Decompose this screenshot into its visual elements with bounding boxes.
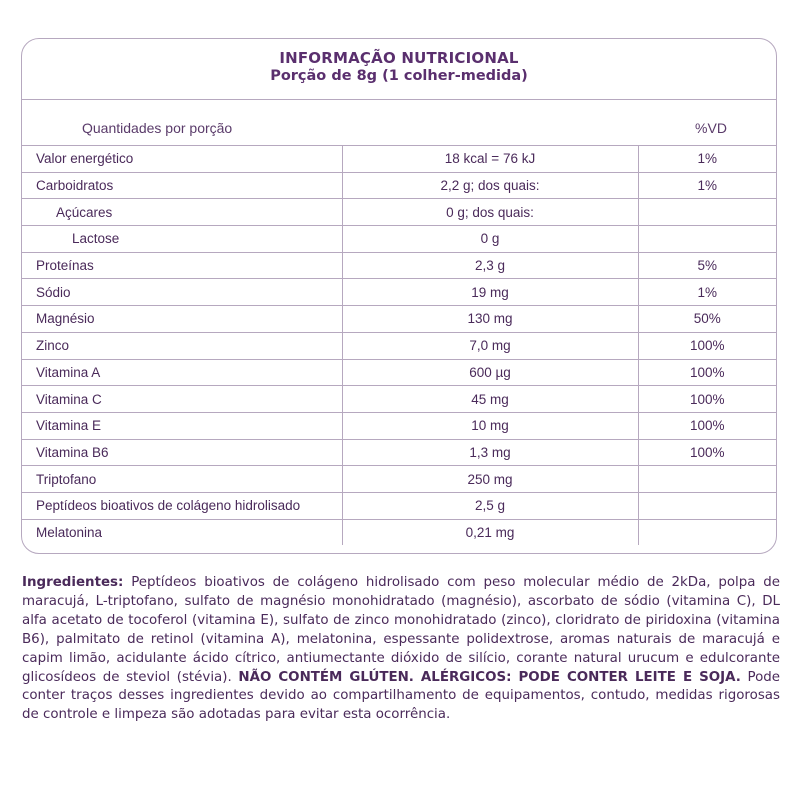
nutrient-daily-value: 100%: [638, 386, 776, 413]
nutrient-quantity: 10 mg: [342, 412, 638, 439]
table-header: [22, 100, 776, 145]
table-row: [22, 492, 776, 519]
nutrient-name: Proteínas: [22, 252, 342, 279]
nutrient-quantity: 0 g; dos quais:: [342, 199, 638, 226]
nutrient-daily-value: 100%: [638, 412, 776, 439]
nutrient-daily-value: 1%: [638, 172, 776, 199]
serving-size: Porção de 8g (1 colher-medida): [270, 68, 528, 84]
nutrition-table: [22, 145, 776, 545]
nutrient-quantity: 0,21 mg: [342, 519, 638, 545]
nutrient-name: Triptofano: [22, 466, 342, 493]
nutrient-name: Zinco: [22, 332, 342, 359]
table-row: [22, 252, 776, 279]
nutrient-quantity: 2,5 g: [342, 492, 638, 519]
nutrient-quantity: 2,2 g; dos quais:: [342, 172, 638, 199]
ingredients-trailer: Pode conter traços desses ingredientes devido ao compartilhamento de equipamentos, contudo, medidas rigorosas de controle e limpeza são adotadas para evitar esta ocorrência.: [22, 669, 780, 723]
nutrient-name: Vitamina C: [22, 386, 342, 413]
nutrient-daily-value: 5%: [638, 252, 776, 279]
table-row: [22, 146, 776, 173]
table-row: [22, 199, 776, 226]
nutrient-name: Magnésio: [22, 306, 342, 333]
nutrient-quantity: 130 mg: [342, 306, 638, 333]
nutrient-daily-value: [638, 519, 776, 545]
table-row: [22, 279, 776, 306]
nutrient-quantity: 0 g: [342, 226, 638, 253]
nutrient-quantity: 600 µg: [342, 359, 638, 386]
ingredients-paragraph: [22, 574, 780, 725]
ingredients-heading: Ingredientes:: [22, 575, 124, 590]
nutrient-daily-value: 100%: [638, 332, 776, 359]
table-row: [22, 332, 776, 359]
table-row: [22, 359, 776, 386]
nutrient-name: Vitamina B6: [22, 439, 342, 466]
nutrition-facts-panel: [21, 38, 777, 554]
nutrient-daily-value: 50%: [638, 306, 776, 333]
nutrient-daily-value: [638, 492, 776, 519]
nutrient-daily-value: 100%: [638, 439, 776, 466]
nutrient-name: Vitamina E: [22, 412, 342, 439]
nutrient-daily-value: 1%: [638, 279, 776, 306]
table-row: [22, 519, 776, 545]
title-block: [22, 39, 776, 99]
nutrient-quantity: 7,0 mg: [342, 332, 638, 359]
nutrient-quantity: 18 kcal = 76 kJ: [342, 146, 638, 173]
table-row: [22, 386, 776, 413]
nutrient-daily-value: 1%: [638, 146, 776, 173]
nutrient-daily-value: [638, 199, 776, 226]
ingredients-text: Peptídeos bioativos de colágeno hidrolisado com peso molecular médio de 2kDa, polpa de maracujá, L-triptofano, sulfato de magnésio monohidratado (magnésio), ascorbato de sódio (vitamina C), DL alfa acetato de tocoferol (vitamina E), sulfato de zinco monohidratado (zinco), cloridrato de piridoxina (vitamina B6), palmitato de retinol (vitamina A), melatonina, espessante polidextrose, aromas naturais de maracujá e capim limão, acidulante ácido cítrico, antiumectante dióxido de silício, corante natural urucum e edulcorante glicosídeos de steviol (stévia).: [22, 575, 780, 685]
nutrient-name: Peptídeos bioativos de colágeno hidrolisado: [22, 492, 342, 519]
nutrient-quantity: 45 mg: [342, 386, 638, 413]
nutrition-title: INFORMAÇÃO NUTRICIONAL: [279, 49, 519, 67]
nutrient-daily-value: [638, 226, 776, 253]
table-row: [22, 439, 776, 466]
nutrient-quantity: 19 mg: [342, 279, 638, 306]
header-daily-value: %VD: [695, 120, 727, 136]
nutrient-quantity: 1,3 mg: [342, 439, 638, 466]
nutrient-name: Melatonina: [22, 519, 342, 545]
nutrient-name: Carboidratos: [22, 172, 342, 199]
table-row: [22, 306, 776, 333]
nutrient-quantity: 250 mg: [342, 466, 638, 493]
table-row: [22, 172, 776, 199]
table-row: [22, 226, 776, 253]
table-row: [22, 412, 776, 439]
nutrient-name: Lactose: [22, 226, 342, 253]
header-quantities: Quantidades por porção: [82, 120, 233, 136]
nutrient-name: Valor energético: [22, 146, 342, 173]
nutrient-quantity: 2,3 g: [342, 252, 638, 279]
nutrient-daily-value: [638, 466, 776, 493]
table-row: [22, 466, 776, 493]
nutrient-name: Açúcares: [22, 199, 342, 226]
nutrient-name: Vitamina A: [22, 359, 342, 386]
nutrient-daily-value: 100%: [638, 359, 776, 386]
nutrition-table-body: [22, 146, 776, 546]
nutrient-name: Sódio: [22, 279, 342, 306]
allergen-warning: NÃO CONTÉM GLÚTEN. ALÉRGICOS: PODE CONTER LEITE E SOJA.: [238, 669, 741, 685]
